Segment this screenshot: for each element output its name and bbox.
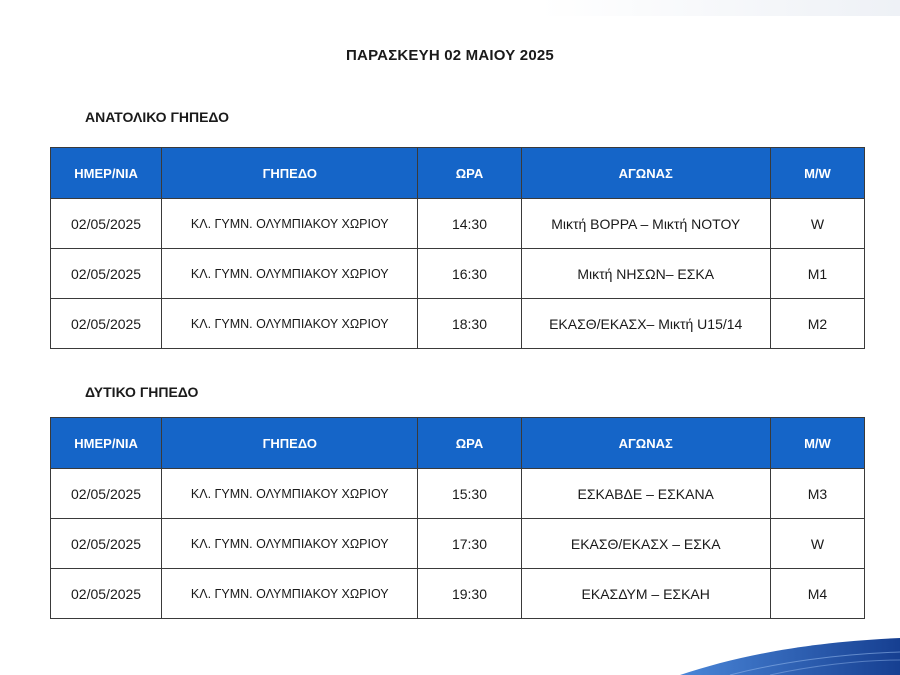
schedule-table-east [50, 147, 865, 349]
cell-date: 02/05/2025 [51, 519, 162, 569]
cell-time: 18:30 [418, 299, 521, 349]
cell-date: 02/05/2025 [51, 199, 162, 249]
cell-date: 02/05/2025 [51, 469, 162, 519]
cell-match: ΕΚΑΣΘ/ΕΚΑΣΧ– Μικτή U15/14 [521, 299, 770, 349]
cell-mw: W [770, 199, 864, 249]
col-header-time: ΩΡΑ [418, 418, 521, 469]
corner-wave-decoration [660, 630, 900, 675]
top-decoration [540, 0, 900, 16]
col-header-venue: ΓΗΠΕΔΟ [162, 418, 418, 469]
table-header-row [51, 418, 865, 469]
table-header-row [51, 148, 865, 199]
table-row [51, 249, 865, 299]
section-title-east: ΑΝΑΤΟΛΙΚΟ ΓΗΠΕΔΟ [85, 109, 230, 125]
cell-match: Μικτή ΒΟΡΡΑ – Μικτή ΝΟΤΟΥ [521, 199, 770, 249]
cell-venue: ΚΛ. ΓΥΜΝ. ΟΛΥΜΠΙΑΚΟΥ ΧΩΡΙΟΥ [162, 569, 418, 619]
col-header-time: ΩΡΑ [418, 148, 521, 199]
table-row [51, 569, 865, 619]
table-row [51, 299, 865, 349]
cell-match: ΕΚΑΣΘ/ΕΚΑΣΧ – ΕΣΚΑ [521, 519, 770, 569]
cell-date: 02/05/2025 [51, 569, 162, 619]
cell-match: ΕΣΚΑΒΔΕ – ΕΣΚΑΝΑ [521, 469, 770, 519]
col-header-venue: ΓΗΠΕΔΟ [162, 148, 418, 199]
col-header-date: ΗΜΕΡ/ΝΙΑ [51, 148, 162, 199]
cell-venue: ΚΛ. ΓΥΜΝ. ΟΛΥΜΠΙΑΚΟΥ ΧΩΡΙΟΥ [162, 199, 418, 249]
cell-mw: M1 [770, 249, 864, 299]
cell-venue: ΚΛ. ΓΥΜΝ. ΟΛΥΜΠΙΑΚΟΥ ΧΩΡΙΟΥ [162, 519, 418, 569]
col-header-date: ΗΜΕΡ/ΝΙΑ [51, 418, 162, 469]
cell-mw: W [770, 519, 864, 569]
cell-time: 16:30 [418, 249, 521, 299]
cell-mw: M2 [770, 299, 864, 349]
cell-match: Μικτή ΝΗΣΩΝ– ΕΣΚΑ [521, 249, 770, 299]
table-row [51, 519, 865, 569]
cell-date: 02/05/2025 [51, 299, 162, 349]
table-row [51, 199, 865, 249]
section-title-west: ΔΥΤΙΚΟ ΓΗΠΕΔΟ [85, 384, 199, 400]
col-header-mw: M/W [770, 418, 864, 469]
cell-match: ΕΚΑΣΔΥΜ – ΕΣΚΑΗ [521, 569, 770, 619]
col-header-match: ΑΓΩΝΑΣ [521, 148, 770, 199]
cell-time: 14:30 [418, 199, 521, 249]
cell-mw: M3 [770, 469, 864, 519]
cell-venue: ΚΛ. ΓΥΜΝ. ΟΛΥΜΠΙΑΚΟΥ ΧΩΡΙΟΥ [162, 469, 418, 519]
schedule-table-west [50, 417, 865, 619]
page-title: ΠΑΡΑΣΚΕΥΗ 02 ΜΑΙΟΥ 2025 [346, 47, 554, 64]
col-header-match: ΑΓΩΝΑΣ [521, 418, 770, 469]
cell-mw: M4 [770, 569, 864, 619]
cell-time: 17:30 [418, 519, 521, 569]
cell-time: 15:30 [418, 469, 521, 519]
cell-time: 19:30 [418, 569, 521, 619]
cell-venue: ΚΛ. ΓΥΜΝ. ΟΛΥΜΠΙΑΚΟΥ ΧΩΡΙΟΥ [162, 249, 418, 299]
cell-date: 02/05/2025 [51, 249, 162, 299]
table-row [51, 469, 865, 519]
col-header-mw: M/W [770, 148, 864, 199]
cell-venue: ΚΛ. ΓΥΜΝ. ΟΛΥΜΠΙΑΚΟΥ ΧΩΡΙΟΥ [162, 299, 418, 349]
